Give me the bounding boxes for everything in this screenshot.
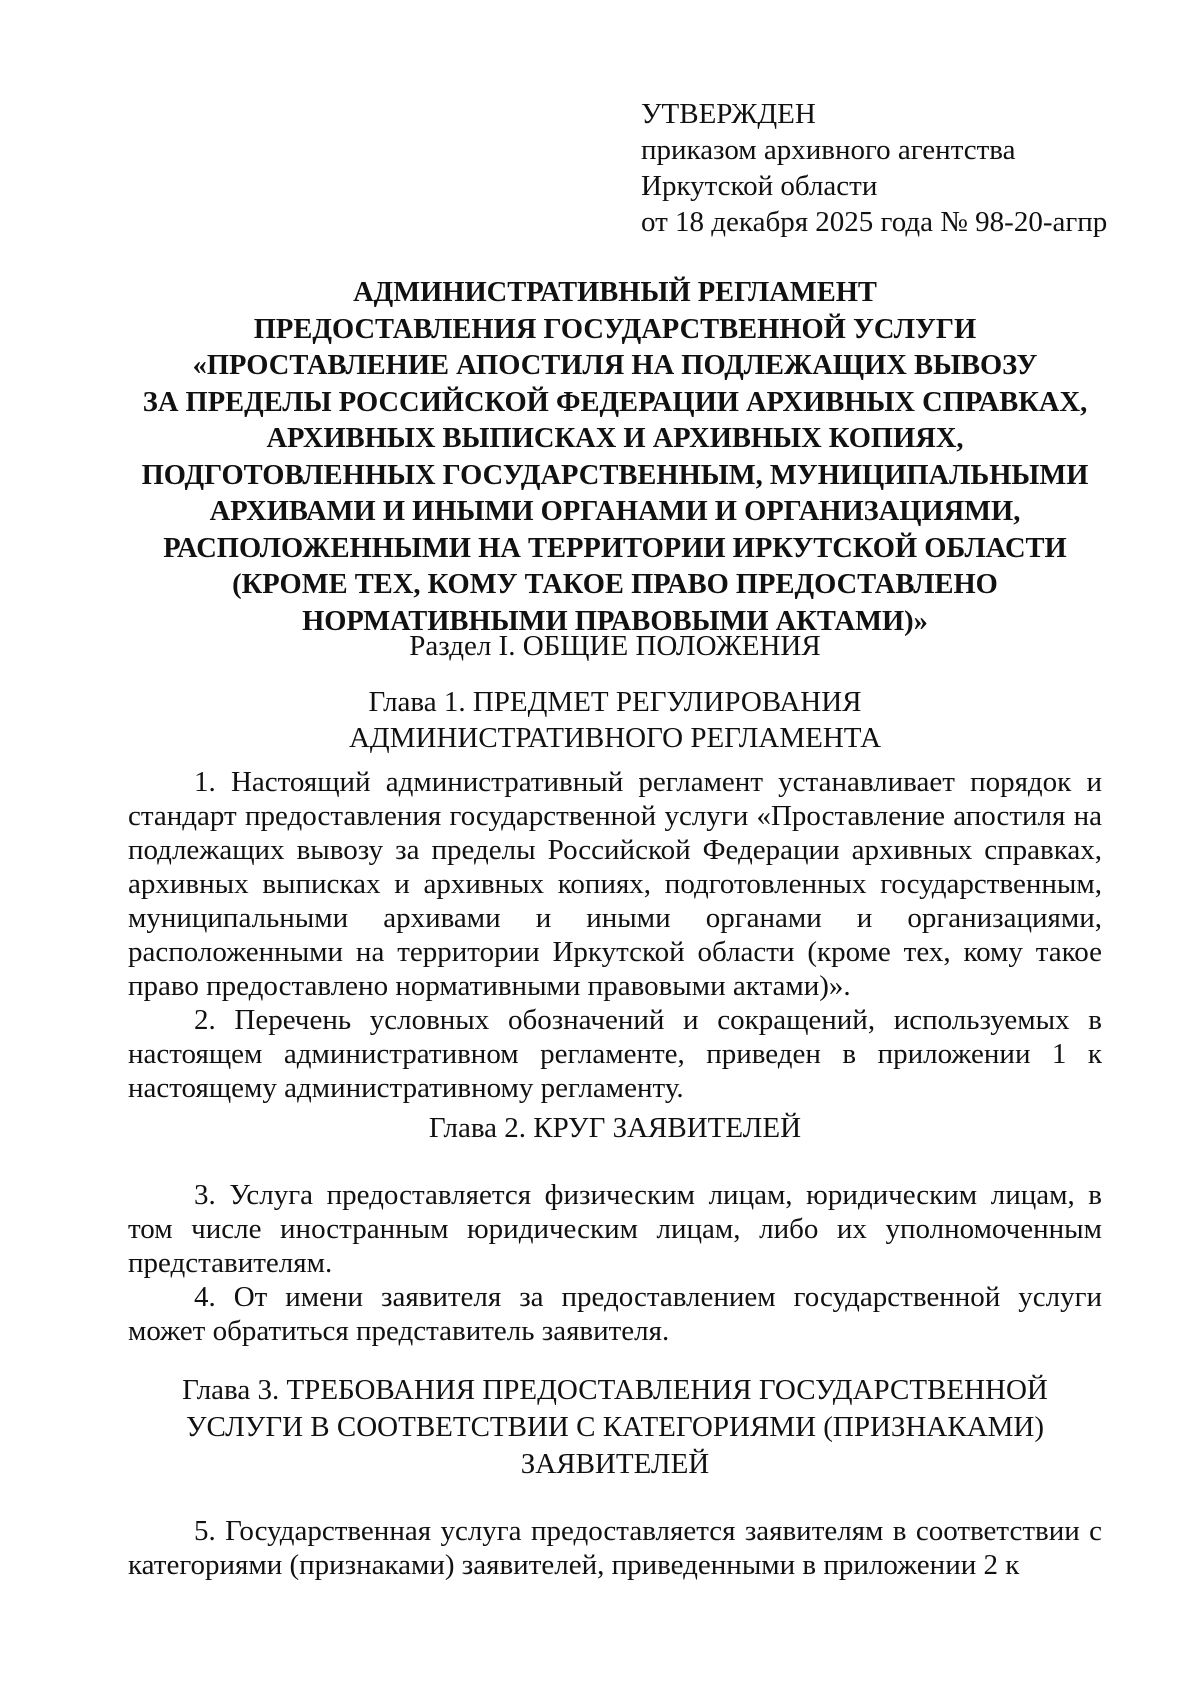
approval-line: Иркутской области [641, 170, 878, 202]
paragraph-4: 4. От имени заявителя за предоставлением государственной услуги может обратиться представитель заявителя. [128, 1281, 1102, 1347]
section-heading-line: Раздел I. ОБЩИЕ ПОЛОЖЕНИЯ [409, 630, 821, 662]
paragraph-1: 1. Настоящий административный регламент устанавливает порядок и стандарт предоставления государственной услуги «Проставление апостиля на подлежащих вывозу за пределы Российской Федерации архивных справках, архивных выписках и архивных копиях, подготовленных государственным, муниципальными архивами и иными органами и организациями, расположенными на территории Иркутской области (кроме тех, кому такое право предоставлено нормативными правовыми актами)». [128, 766, 1102, 1002]
chapter-3-heading [128, 1372, 1102, 1483]
approval-line: УТВЕРЖДЕН [641, 98, 816, 130]
chapter-heading-line: ЗАЯВИТЕЛЕЙ [520, 1448, 710, 1480]
chapter-heading-line: АДМИНИСТРАТИВНОГО РЕГЛАМЕНТА [348, 722, 882, 754]
chapter-heading-line: Глава 2. КРУГ ЗАЯВИТЕЛЕЙ [428, 1112, 802, 1144]
chapter-heading-line: УСЛУГИ В СООТВЕТСТВИИ С КАТЕГОРИЯМИ (ПРИЗНАКАМИ) [185, 1411, 1045, 1443]
approval-line: приказом архивного агентства [641, 134, 1016, 166]
title-line: АРХИВАМИ И ИНЫМИ ОРГАНАМИ И ОРГАНИЗАЦИЯМИ, [209, 496, 1021, 527]
title-line: ПОДГОТОВЛЕННЫХ ГОСУДАРСТВЕННЫМ, МУНИЦИПАЛЬНЫМИ [141, 459, 1089, 491]
chapter-2-heading [128, 1110, 1102, 1146]
chapter-1-heading [128, 684, 1102, 756]
chapter-heading-line: Глава 3. ТРЕБОВАНИЯ ПРЕДОСТАВЛЕНИЯ ГОСУДАРСТВЕННОЙ [182, 1374, 1048, 1406]
section-heading [128, 628, 1102, 664]
title-line: ПРЕДОСТАВЛЕНИЯ ГОСУДАРСТВЕННОЙ УСЛУГИ [253, 313, 977, 345]
title-line: АРХИВНЫХ ВЫПИСКАХ И АРХИВНЫХ КОПИЯХ, [266, 423, 964, 454]
chapter-heading-line: Глава 1. ПРЕДМЕТ РЕГУЛИРОВАНИЯ [368, 686, 862, 718]
title-line: РАСПОЛОЖЕННЫМИ НА ТЕРРИТОРИИ ИРКУТСКОЙ ОБЛАСТИ [163, 532, 1067, 564]
title-line: НОРМАТИВНЫМИ ПРАВОВЫМИ АКТАМИ)» [302, 605, 928, 637]
title-line: (КРОМЕ ТЕХ, КОМУ ТАКОЕ ПРАВО ПРЕДОСТАВЛЕНО [232, 569, 998, 600]
paragraph-3: 3. Услуга предоставляется физическим лицам, юридическим лицам, в том числе иностранным юридическим лицам, либо их уполномоченным представителям. [128, 1179, 1102, 1279]
approval-line: от 18 декабря 2025 года № 98-20-агпр [641, 206, 1108, 238]
paragraph-2: 2. Перечень условных обозначений и сокращений, используемых в настоящем административном регламенте, приведен в приложении 1 к настоящему административному регламенту. [128, 1004, 1102, 1104]
title-line: АДМИНИСТРАТИВНЫЙ РЕГЛАМЕНТ [353, 277, 877, 308]
paragraph-5: 5. Государственная услуга предоставляется заявителям в соответствии с категориями (признаками) заявителей, приведенными в приложении 2 к [128, 1515, 1102, 1581]
title-line: ЗА ПРЕДЕЛЫ РОССИЙСКОЙ ФЕДЕРАЦИИ АРХИВНЫХ СПРАВКАХ, [142, 386, 1088, 418]
document-title [130, 275, 1100, 640]
title-line: «ПРОСТАВЛЕНИЕ АПОСТИЛЯ НА ПОДЛЕЖАЩИХ ВЫВОЗУ [192, 350, 1038, 381]
approval-stamp [641, 96, 1107, 240]
